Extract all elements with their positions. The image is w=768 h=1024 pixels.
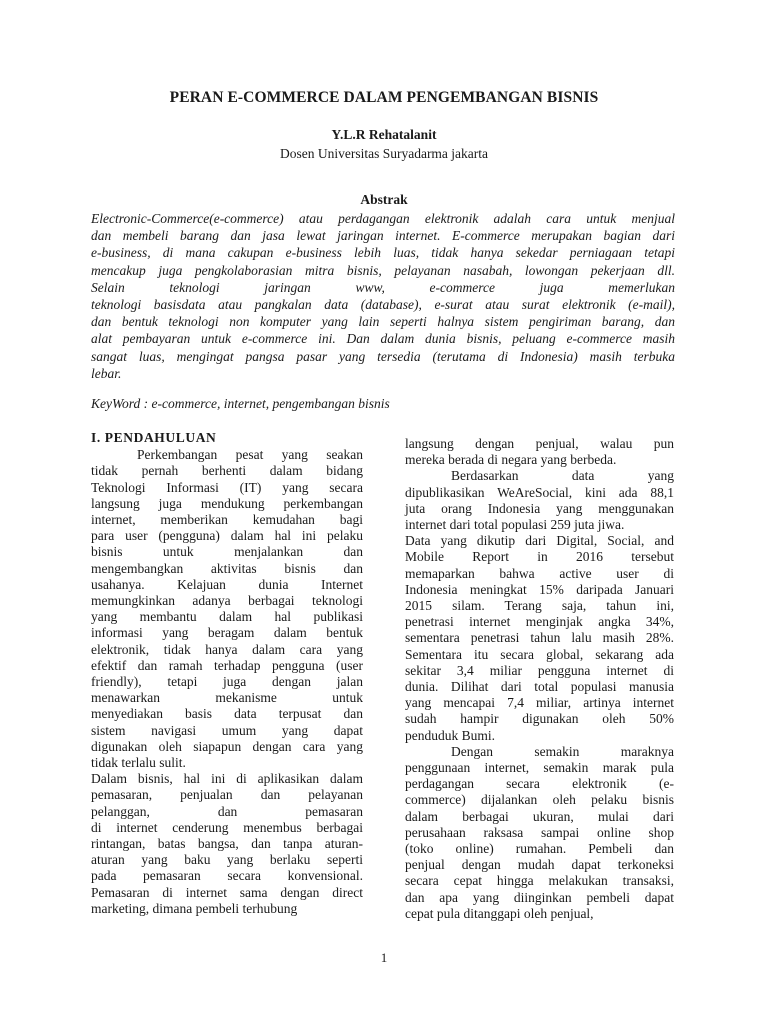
body-line: yang membantu dalam hal publikasi <box>91 609 363 625</box>
body-line: Teknologi Informasi (IT) yang secara <box>91 479 363 495</box>
body-line: mereka berada di negara yang berbeda. <box>405 452 617 468</box>
body-line: langsung dengan penjual, walau pun <box>405 436 674 451</box>
body-line: secara cepat hingga melakukan transaksi, <box>405 873 674 889</box>
body-line: memaparkan bahwa active user di <box>405 565 674 581</box>
body-line: usahanya. Kelajuan dunia Internet <box>91 576 363 592</box>
body-line: dipublikasikan WeAreSocial, kini ada 88,1 <box>405 484 674 500</box>
paper-title: PERAN E-COMMERCE DALAM PENGEMBANGAN BISNIS <box>169 89 599 106</box>
column-left <box>91 430 363 917</box>
abstract-line: dan membeli barang dan jasa lewat jaringan internet. E-commerce merupakan bagian dari <box>91 228 675 244</box>
body-line: perusahaan raksasa sampai online shop <box>405 824 674 840</box>
body-line: Perkembangan pesat yang seakan <box>137 447 363 463</box>
body-line: informasi yang beragam dalam bentuk <box>91 625 363 641</box>
body-line: pada pemasaran secara konvensional. <box>91 868 363 884</box>
body-line: sementara penetrasi tahun lalu masih 28%. <box>405 630 674 646</box>
body-line: internet, memberikan kemudahan bagi <box>91 512 363 528</box>
body-line: perdagangan secara elektronik (e- <box>405 776 674 792</box>
body-line: menyediakan basis data terpusat dan <box>91 706 363 722</box>
body-line: pelanggan, dan pemasaran <box>91 803 363 819</box>
abstract-line: Selain teknologi jaringan www, e-commerce juga memerlukan <box>91 279 675 295</box>
body-line: tidak pernah berhenti dalam bidang <box>91 463 363 479</box>
abstract-body <box>91 210 675 382</box>
abstract-line: dan bentuk teknologi non komputer yang lain seperti halnya sistem pengiriman barang, dan <box>91 314 675 330</box>
body-line: dunia. Dilihat dari total populasi manusia <box>405 679 674 695</box>
body-line: internet dari total populasi 259 juta jiwa. <box>405 517 625 533</box>
body-line: penduduk Bumi. <box>405 727 495 743</box>
abstract-line: lebar. <box>91 365 122 381</box>
body-line: Dengan semakin maraknya <box>451 743 674 759</box>
body-line: sekitar 3,4 miliar pengguna internet di <box>405 662 674 678</box>
body-line: (toko online) rumahan. Pembeli dan <box>405 841 674 857</box>
body-line: juta orang Indonesia yang menggunakan <box>405 500 674 516</box>
abstract-line: e-business, di mana cakupan e-business lebih luas, tidak hanya sekedar perniagaan tetapi <box>91 245 675 261</box>
body-line: commerce) dijalankan oleh pelaku bisnis <box>405 792 674 808</box>
body-line: penjual dengan mudah dapat terkoneksi <box>405 857 674 873</box>
author-name: Y.L.R Rehatalanit <box>331 127 437 142</box>
body-line: 2015 silam. Terang saja, tahun ini, <box>405 598 674 614</box>
body-line: langsung juga mendukung perkembangan <box>91 495 363 511</box>
abstract-heading: Abstrak <box>360 192 408 207</box>
body-line: Berdasarkan data yang <box>451 468 674 484</box>
column-right <box>405 436 674 922</box>
section-heading: I. PENDAHULUAN <box>91 430 217 445</box>
abstract-line: teknologi basisdata atau pangkalan data (database), e-surat atau surat elektronik (e-mail), <box>91 297 675 313</box>
body-line: marketing, dimana pembeli terhubung <box>91 900 298 916</box>
body-line: Mobile Report in 2016 tersebut <box>405 549 674 565</box>
body-line: efektif dan ramah terhadap pengguna (user <box>91 657 363 673</box>
body-line: Data yang dikutip dari Digital, Social, and <box>405 533 674 549</box>
page-number: 1 <box>380 950 388 965</box>
body-line: sudah hampir digunakan oleh 50% <box>405 711 674 727</box>
body-line: penetrasi internet menginjak angka 34%, <box>405 614 674 630</box>
body-line: tidak terlalu sulit. <box>91 755 186 771</box>
body-line: dalam berbagai ukuran, mulai dari <box>405 808 674 824</box>
body-line: digunakan oleh siapapun dengan cara yang <box>91 738 363 754</box>
body-line: Dalam bisnis, hal ini di aplikasikan dalam <box>91 771 363 787</box>
body-line: memungkinkan adanya berbagai teknologi <box>91 593 363 609</box>
abstract-line: Electronic-Commerce(e-commerce) atau perdagangan elektronik adalah cara untuk menjual <box>91 211 675 226</box>
body-line: mengembangkan aktivitas bisnis dan <box>91 560 363 576</box>
abstract-line: alat pembayaran untuk e-commerce ini. Dan dalam dunia bisnis, peluang e-commerce masih <box>91 331 675 347</box>
body-line: dan apa yang diinginkan pembeli dapat <box>405 889 674 905</box>
body-line: Indonesia meningkat 15% daripada Januari <box>405 581 674 597</box>
body-line: friendly), tetapi juga dengan jalan <box>91 674 363 690</box>
author-affiliation: Dosen Universitas Suryadarma jakarta <box>279 146 489 161</box>
body-line: cepat pula ditanggapi oleh penjual, <box>405 905 594 921</box>
body-line: sistem navigasi umum yang dapat <box>91 722 363 738</box>
body-line: penggunaan internet, semakin marak pula <box>405 760 674 776</box>
abstract-line: mencakup juga pengkolaborasian mitra bisnis, pelayanan nasabah, lowongan pekerjaan dll. <box>91 262 675 278</box>
body-line: pemasaran, penjualan dan pelayanan <box>91 787 363 803</box>
body-line: yang mencapai 7,4 miliar, artinya internet <box>405 695 674 711</box>
body-line: Pemasaran di internet sama dengan direct <box>91 884 363 900</box>
body-line: menawarkan mekanisme untuk <box>91 690 363 706</box>
body-line: bisnis untuk menjalankan dan <box>91 544 363 560</box>
body-line: elektronik, tidak hanya dalam cara yang <box>91 641 363 657</box>
keywords: KeyWord : e-commerce, internet, pengembangan bisnis <box>91 396 390 411</box>
body-line: para user (pengguna) dalam hal ini pelaku <box>91 528 363 544</box>
body-line: rintangan, batas bangsa, dan tanpa aturan- <box>91 836 363 852</box>
body-line: di internet cenderung menembus berbagai <box>91 819 363 835</box>
body-line: aturan yang baku yang berlaku seperti <box>91 852 363 868</box>
body-line: Sementara itu secara global, sekarang ada <box>405 646 674 662</box>
abstract-line: sangat luas, mengingat pangsa pasar yang tersedia (terutama di Indonesia) masih terbuka <box>91 348 675 364</box>
